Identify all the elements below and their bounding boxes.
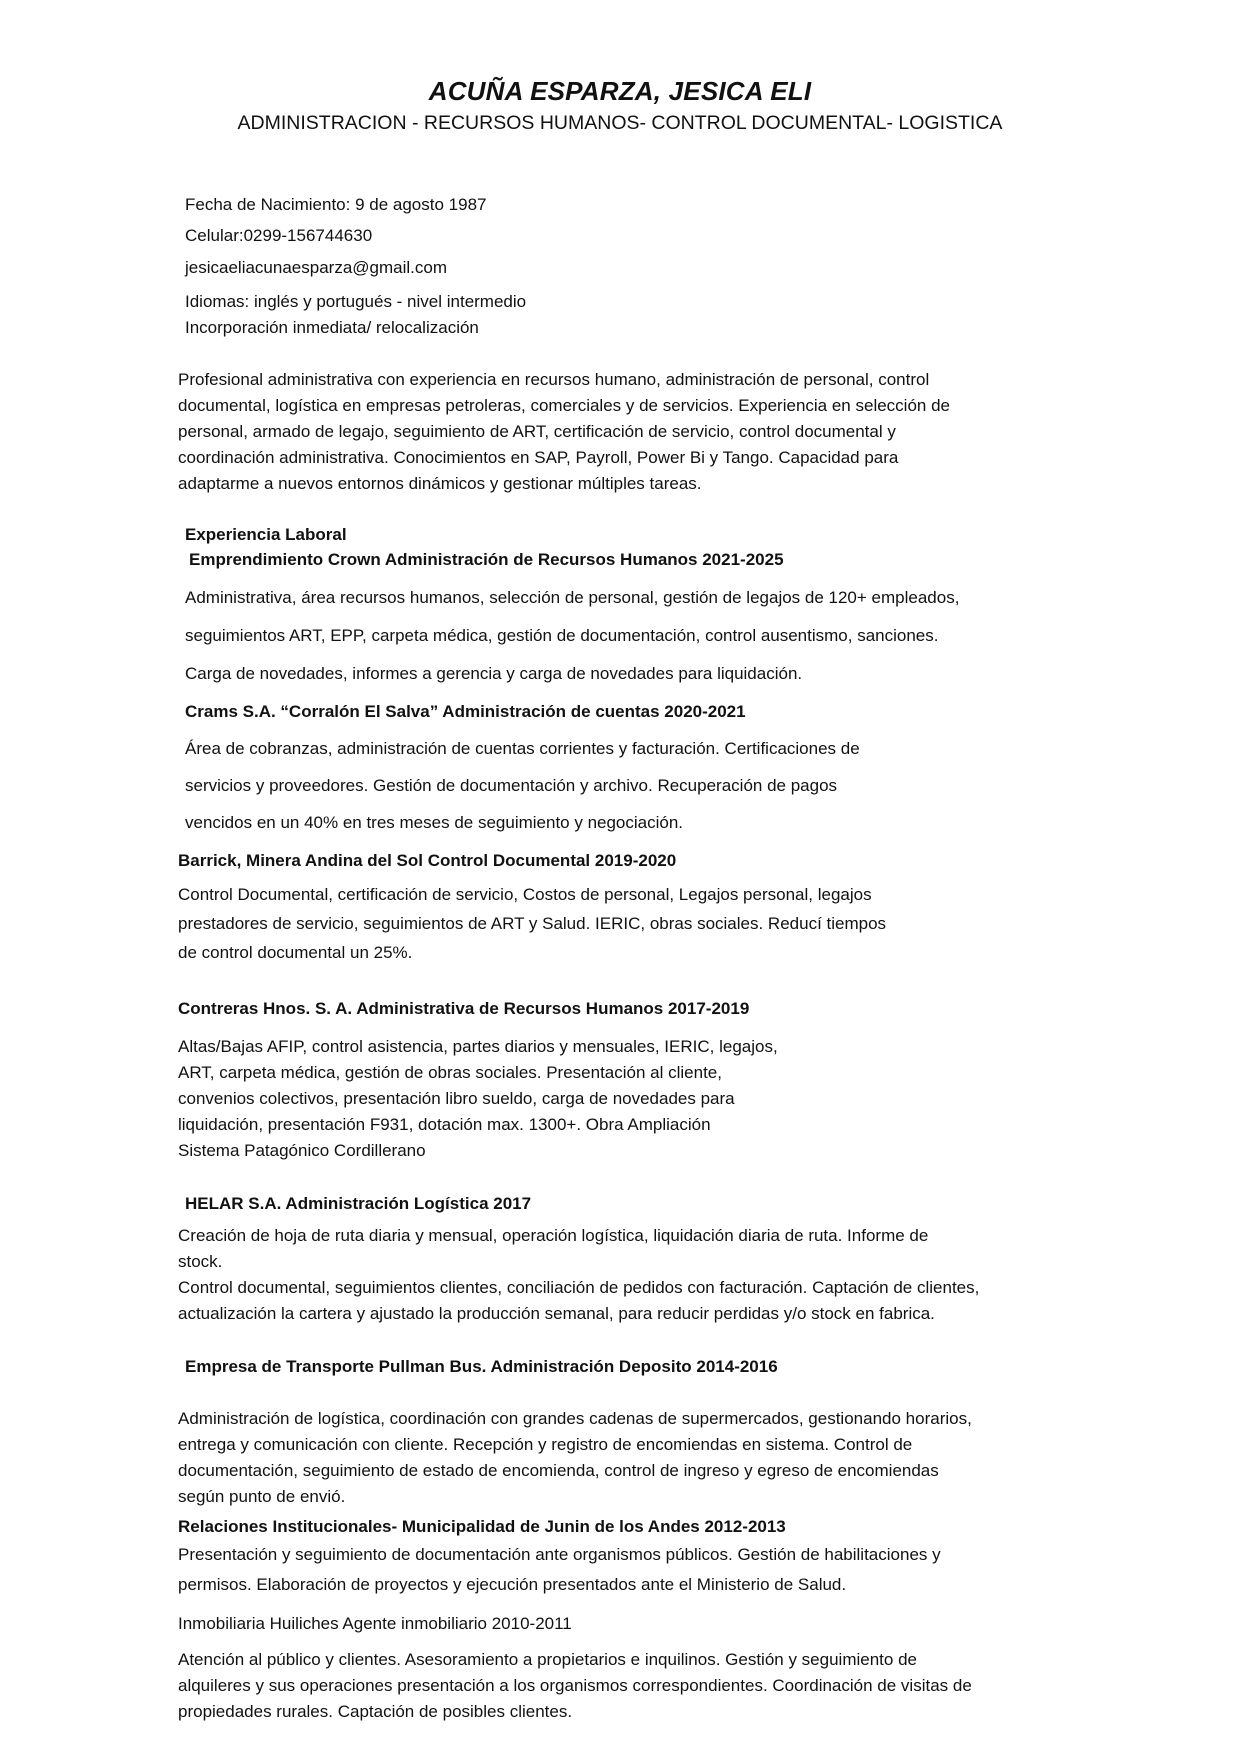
summary-line: adaptarme a nuevos entornos dinámicos y gestionar múltiples tareas.: [178, 474, 702, 493]
job-description-line: Sistema Patagónico Cordillerano: [178, 1141, 426, 1160]
job-description-line: según punto de envió.: [178, 1487, 346, 1506]
job-description-line: alquileres y sus operaciones presentación a los organismos correspondientes. Coordinación de visitas de: [178, 1676, 972, 1695]
job-description-line: entrega y comunicación con cliente. Recepción y registro de encomiendas en sistema. Control de: [178, 1435, 913, 1454]
job-description-line: vencidos en un 40% en tres meses de seguimiento y negociación.: [185, 813, 684, 832]
job-description-line: stock.: [178, 1252, 223, 1271]
job-description-line: Control documental, seguimientos clientes, conciliación de pedidos con facturación. Captación de clientes,: [178, 1278, 980, 1297]
languages: Idiomas: inglés y portugués - nivel intermedio: [185, 292, 527, 311]
job-description-line: liquidación, presentación F931, dotación max. 1300+. Obra Ampliación: [178, 1115, 711, 1134]
job-title: Empresa de Transporte Pullman Bus. Administración Deposito 2014-2016: [185, 1357, 778, 1376]
summary-line: personal, armado de legajo, seguimiento de ART, certificación de servicio, control documental y: [178, 422, 896, 441]
email-address: jesicaeliacunaesparza@gmail.com: [185, 258, 447, 277]
job-description-line: documentación, seguimiento de estado de encomienda, control de ingreso y egreso de encomiendas: [178, 1461, 939, 1480]
job-description-line: Área de cobranzas, administración de cuentas corrientes y facturación. Certificaciones de: [185, 739, 860, 758]
job-description-line: prestadores de servicio, seguimientos de ART y Salud. IERIC, obras sociales. Reducí tiempos: [178, 914, 887, 933]
job-description-line: Administración de logística, coordinación con grandes cadenas de supermercados, gestionando horarios,: [178, 1409, 972, 1428]
job-title: Crams S.A. “Corralón El Salva” Administración de cuentas 2020-2021: [185, 702, 746, 721]
job-title: Emprendimiento Crown Administración de Recursos Humanos 2021-2025: [189, 550, 784, 569]
job-description-line: ART, carpeta médica, gestión de obras sociales. Presentación al cliente,: [178, 1063, 722, 1082]
birth-date: Fecha de Nacimiento: 9 de agosto 1987: [185, 195, 487, 214]
candidate-name: ACUÑA ESPARZA, JESICA ELI: [428, 76, 812, 106]
job-title: Barrick, Minera Andina del Sol Control Documental 2019-2020: [178, 851, 677, 870]
summary-line: Profesional administrativa con experiencia en recursos humano, administración de personal, control: [178, 370, 930, 389]
job-description-line: Administrativa, área recursos humanos, selección de personal, gestión de legajos de 120+ empleados,: [185, 588, 960, 607]
job-title: Inmobiliaria Huiliches Agente inmobiliario 2010-2011: [178, 1614, 572, 1633]
job-description-line: Presentación y seguimiento de documentación ante organismos públicos. Gestión de habilitaciones y: [178, 1545, 941, 1564]
job-description-line: Carga de novedades, informes a gerencia y carga de novedades para liquidación.: [185, 664, 803, 683]
job-description-line: actualización la cartera y ajustado la producción semanal, para reducir perdidas y/o stock en fabrica.: [178, 1304, 935, 1323]
job-description-line: Altas/Bajas AFIP, control asistencia, partes diarios y mensuales, IERIC, legajos,: [178, 1037, 778, 1056]
job-description-line: servicios y proveedores. Gestión de documentación y archivo. Recuperación de pagos: [185, 776, 838, 795]
phone-number: Celular:0299-156744630: [185, 226, 373, 245]
job-description-line: seguimientos ART, EPP, carpeta médica, gestión de documentación, control ausentismo, sanciones.: [185, 626, 939, 645]
job-description-line: Creación de hoja de ruta diaria y mensual, operación logística, liquidación diaria de ruta. Informe de: [178, 1226, 929, 1245]
job-description-line: convenios colectivos, presentación libro sueldo, carga de novedades para: [178, 1089, 735, 1108]
availability: Incorporación inmediata/ relocalización: [185, 318, 479, 337]
job-title: Relaciones Institucionales- Municipalidad de Junin de los Andes 2012-2013: [178, 1517, 786, 1536]
experience-section-title: Experiencia Laboral: [185, 525, 347, 544]
job-description-line: propiedades rurales. Captación de posibles clientes.: [178, 1702, 573, 1721]
summary-line: coordinación administrativa. Conocimientos en SAP, Payroll, Power Bi y Tango. Capacidad para: [178, 448, 899, 467]
job-description-line: permisos. Elaboración de proyectos y ejecución presentados ante el Ministerio de Salud.: [178, 1575, 847, 1594]
job-title: Contreras Hnos. S. A. Administrativa de Recursos Humanos 2017-2019: [178, 999, 750, 1018]
job-title: HELAR S.A. Administración Logística 2017: [185, 1194, 532, 1213]
job-description-line: Atención al público y clientes. Asesoramiento a propietarios e inquilinos. Gestión y seguimiento de: [178, 1650, 917, 1669]
summary-line: documental, logística en empresas petroleras, comerciales y de servicios. Experiencia en selección de: [178, 396, 950, 415]
job-description-line: de control documental un 25%.: [178, 943, 413, 962]
profile-subtitle: ADMINISTRACION - RECURSOS HUMANOS- CONTROL DOCUMENTAL- LOGISTICA: [237, 112, 1003, 134]
job-description-line: Control Documental, certificación de servicio, Costos de personal, Legajos personal, legajos: [178, 885, 872, 904]
